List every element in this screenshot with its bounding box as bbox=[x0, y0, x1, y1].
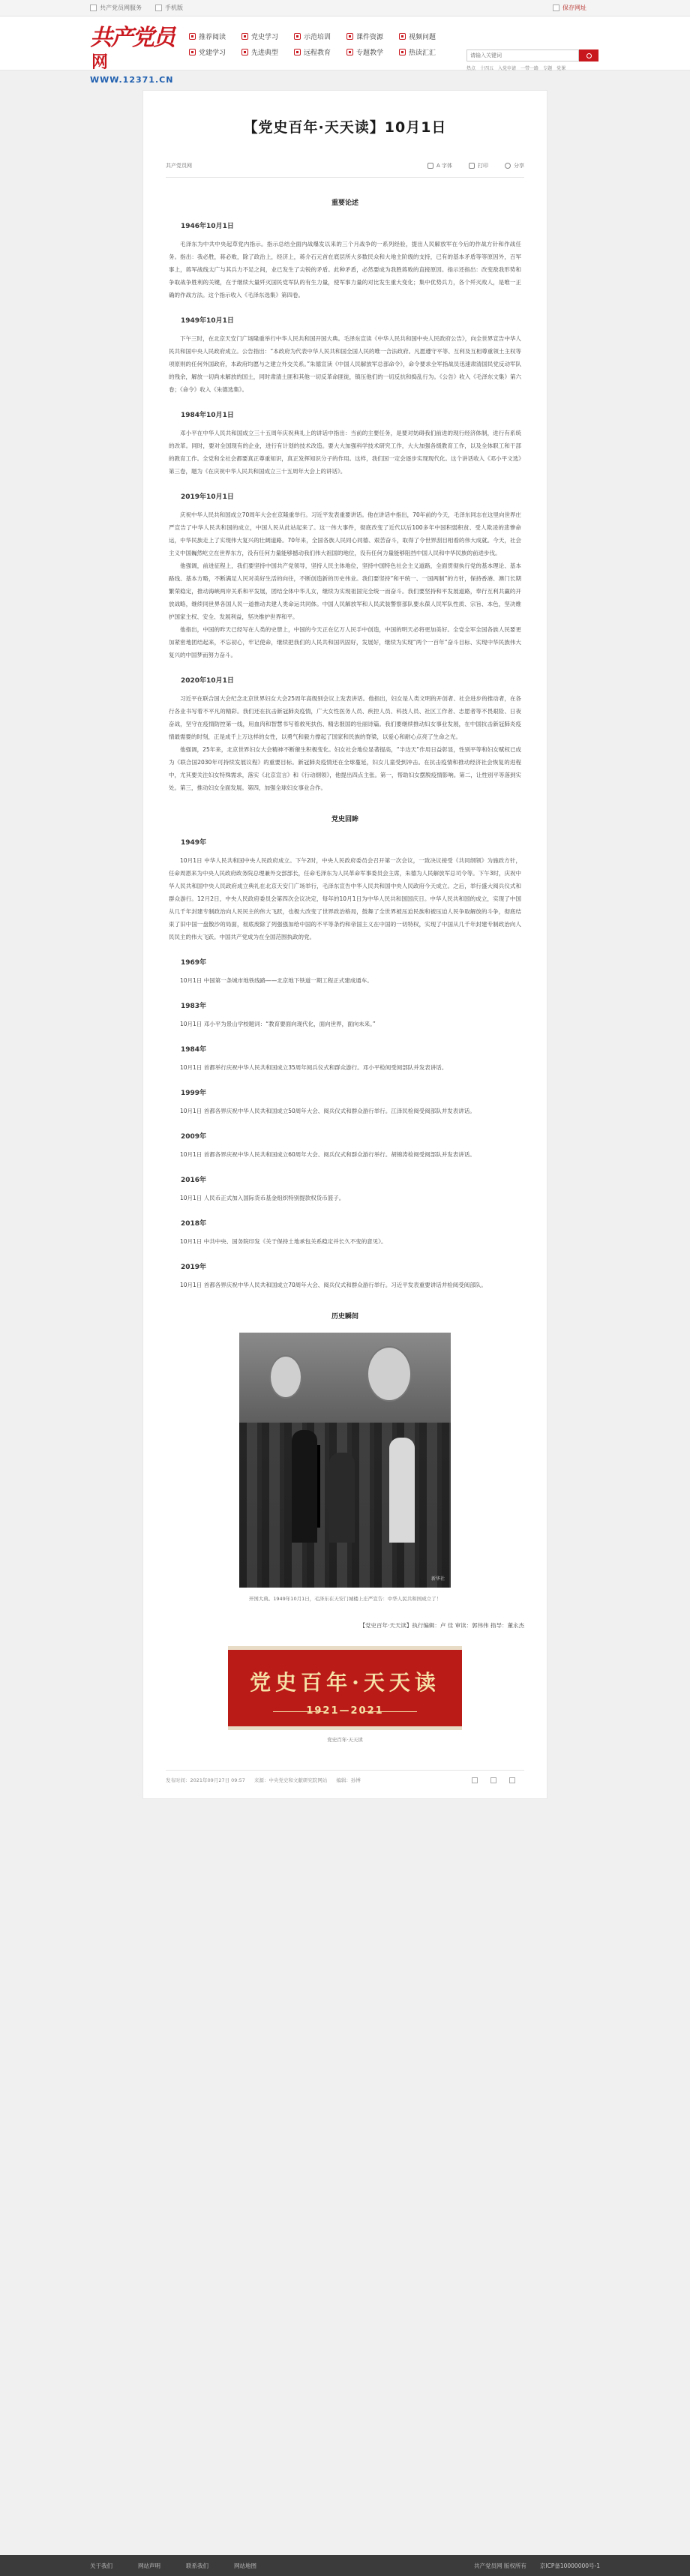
hot-word[interactable]: 入党申请 bbox=[498, 66, 517, 71]
bookmark-label: 保存网址 bbox=[562, 4, 586, 11]
section-heading: 历史瞬间 bbox=[331, 1313, 358, 1321]
font-size-button[interactable] bbox=[428, 162, 452, 169]
date-heading: 1984年10月1日 bbox=[181, 412, 234, 419]
nav-item[interactable] bbox=[346, 47, 399, 57]
nav-label: 党史学习 bbox=[251, 34, 279, 41]
nav-icon bbox=[399, 33, 406, 40]
paragraph: 毛泽东为中共中央起草党内指示。指示总结全面内战爆发以来的三个月战争的一系列经验，提出人民解放军在今后的作战方针和作战任务。指出：我必胜，蒋必败，除了政治上，经济上，蒋介石元首在底层所大多数民众和大地主阶级的支持，已有的基本矛盾等等原因外，百军事上，蒋军战线太广与其兵力不足之间，业已发生了尖锐的矛盾。此种矛盾，必然要成为我胜蒋败的直接原因。指示还指出：改变敌我形势和争取战争胜利的关键，在于继续大量歼灭国民党军队的有生力量，使军事力量的对比发生重大变化；集中优势兵力，各个歼灭敌人，是唯一正确的作战方法。这个指示收入《毛泽东选集》第四卷。 bbox=[169, 241, 521, 298]
hot-word[interactable]: 党课 bbox=[556, 66, 566, 71]
photo-figure bbox=[292, 1430, 317, 1543]
article-footer-meta bbox=[166, 1770, 524, 1783]
banner-caption: 党史百年·天天读 bbox=[327, 1737, 363, 1743]
footer-link[interactable]: 网站声明 bbox=[138, 2562, 160, 2569]
site-header bbox=[0, 16, 690, 85]
logo-text: 共产党员 bbox=[90, 25, 174, 51]
paragraph: 10月1日 中华人民共和国中央人民政府成立。下午2时，中央人民政府委员会召开第一次会议，一致决议接受《共同纲领》为施政方针，任命周恩来为中央人民政府政务院总理兼外交部部长，任命毛泽东为人民革命军事委员会主席，朱德为人民解放军总司令等。下午3时，庆祝中华人民共和国中央人民政府成立典礼在北京天安门广场举行，毛泽东宣告中华人民共和国中央人民政府今天成立。之后，举行盛大阅兵仪式和群众游行。12月2日，中央人民政府委员会第四次会议决定，每年的10月1日为中华人民共和国国庆日。中华人民共和国的成立，实现了中国从几千年封建专制政治向人民民主的伟大飞跃，也极大改变了世界政治格局，鼓舞了全世界被压迫民族和被压迫人民争取解放的斗争，彻底结束了旧中国一盘散沙的局面，彻底废除了列强强加给中国的不平等条约和帝国主义在中国的一切特权，实现了中国从几千年封建专制政治向人民民主的伟大飞跃。中国共产党成为在全国范围执政的党。 bbox=[169, 857, 521, 940]
nav-item[interactable] bbox=[189, 31, 242, 41]
photo-microphone bbox=[317, 1445, 320, 1528]
print-icon bbox=[469, 163, 475, 169]
photo-lantern bbox=[367, 1346, 412, 1402]
nav-icon bbox=[189, 49, 196, 55]
photo-watermark: 新华社 bbox=[430, 1576, 445, 1582]
important-discourse bbox=[166, 220, 524, 794]
nav-item[interactable] bbox=[242, 31, 294, 41]
date-heading: 1983年 bbox=[181, 1003, 207, 1010]
nav-icon bbox=[242, 33, 248, 40]
footer-icp: 京ICP备10000000号-1 bbox=[539, 2562, 600, 2569]
search-box bbox=[466, 49, 598, 61]
paragraph: 10月1日 邓小平为景山学校题词：“教育要面向现代化，面向世界，面向未来。” bbox=[180, 1021, 376, 1027]
nav-label: 远程教育 bbox=[304, 49, 332, 57]
nav-icon bbox=[399, 49, 406, 55]
nav-item[interactable] bbox=[399, 31, 452, 41]
hot-word[interactable]: 一带一路 bbox=[520, 66, 539, 71]
photo-figure bbox=[329, 1453, 355, 1543]
share-icon bbox=[505, 163, 511, 169]
nav-icon bbox=[189, 33, 196, 40]
date-heading: 1984年 bbox=[181, 1046, 207, 1054]
nav-label: 专题教学 bbox=[356, 49, 384, 57]
print-label: 打印 bbox=[478, 163, 488, 169]
series-banner bbox=[228, 1646, 462, 1730]
nav-item[interactable] bbox=[294, 47, 346, 57]
main-nav bbox=[189, 31, 452, 57]
paragraph: 10月1日 人民币正式加入国际货币基金组织特别提款权货币篮子。 bbox=[180, 1195, 345, 1201]
mobile-link[interactable] bbox=[155, 4, 183, 12]
nav-label: 先进典型 bbox=[251, 49, 279, 57]
nav-icon bbox=[346, 49, 353, 55]
banner-years: 1921—2021 bbox=[306, 1705, 384, 1717]
nav-icon bbox=[346, 33, 353, 40]
font-label: A 字体 bbox=[436, 163, 452, 169]
date-heading: 2016年 bbox=[181, 1177, 207, 1184]
publish-time: 发布时间：2021年09月27日 09:57 bbox=[166, 1777, 245, 1783]
font-icon bbox=[428, 163, 434, 169]
article-source: 共产党员网 bbox=[166, 163, 192, 169]
historical-photo bbox=[239, 1333, 451, 1588]
article-card bbox=[142, 90, 548, 1799]
paragraph: 下午三时，在北京天安门广场隆重举行中华人民共和国开国大典。毛泽东宣读《中华人民共和国中央人民政府公告》，向全世界宣告中华人民共和国中央人民政府成立。公告指出：“本政府为代表中华人民共和国全国人民的唯一合法政府。凡愿遵守平等、互利及互相尊重领土主权等项原则的任何外国政府，本政府均愿与之建立外交关系。”朱德宣读《中国人民解放军总部命令》，命令要求全军指战员迅速肃清国民党反动军队的残余，解放一切尚未解放的国土，同时肃清土匪和其他一切反革命匪徒，镇压他们的一切反抗和捣乱行为。《公告》收入《毛泽东文集》第六卷；《命令》收入《朱德选集》。 bbox=[169, 335, 521, 393]
hot-words bbox=[466, 64, 570, 71]
footer-link[interactable]: 网站地图 bbox=[234, 2562, 256, 2569]
article-editor: 编辑：孙博 bbox=[336, 1777, 361, 1783]
hot-word[interactable]: 热点 bbox=[466, 66, 476, 71]
search-icon bbox=[586, 53, 592, 58]
paragraph: 庆祝中华人民共和国成立70周年大会在京隆重举行。习近平发表重要讲话。他在讲话中指出，70年前的今天，毛泽东同志在这里向世界庄严宣告了中华人民共和国的成立，中国人民从此站起来了。这一伟大事件，彻底改变了近代以后100多年中国积弱积贫、受人欺凌的悲惨命运，中华民族走上了实现伟大复兴的壮阔道路。70年来，全国各族人民同心同德、艰苦奋斗，取得了令世界刮目相看的伟大成就。今天，社会主义中国巍然屹立在世界东方，没有任何力量能够撼动我们伟大祖国的地位，没有任何力量能够阻挡中国人民和中华民族的前进步伐。 bbox=[169, 511, 521, 556]
nav-icon bbox=[294, 49, 301, 55]
service-label: 共产党员网服务 bbox=[100, 4, 142, 11]
date-heading: 2020年10月1日 bbox=[181, 677, 234, 685]
hot-word[interactable]: 十四五 bbox=[480, 66, 494, 71]
nav-item[interactable] bbox=[346, 31, 399, 41]
nav-label: 课件资源 bbox=[356, 34, 384, 41]
footer-link[interactable]: 联系我们 bbox=[186, 2562, 208, 2569]
date-heading: 2018年 bbox=[181, 1220, 207, 1228]
search-button[interactable] bbox=[579, 49, 598, 61]
paragraph: 邓小平在中华人民共和国成立三十五周年庆祝典礼上的讲话中指出：当前的主要任务，是要对妨碍我们前进的现行经济体制，进行有系统的改革。同时，要对全国现有的企业，进行有计划的技术改造。要大大加强科学技术研究工作，大大加强各级教育工作，以及全体职工和干部的教育工作。全党和全社会都要真正尊重知识，真正发挥知识分子的作用。这样，我们国一定会逐步实现现代化。这个讲话收入《邓小平文选》第三卷，题为《在庆祝中华人民共和国成立三十五周年大会上的讲话》。 bbox=[169, 430, 521, 475]
logo-url: WWW.12371.CN bbox=[90, 75, 174, 85]
site-logo[interactable] bbox=[90, 25, 174, 85]
paragraph: 他指出，中国的昨天已经写在人类的史册上，中国的今天正在亿万人民手中创造，中国的明天必将更加美好。全党全军全国各族人民要更加紧密地团结起来，不忘初心，牢记使命，继续把我们的人民共和国巩固好，发展好，继续为实现“两个一百年”奋斗目标、实现中华民族伟大复兴的中国梦而努力奋斗。 bbox=[169, 626, 521, 658]
logo-wang: 网 bbox=[92, 52, 107, 72]
nav-label: 视频问题 bbox=[409, 34, 436, 41]
nav-icon bbox=[294, 33, 301, 40]
grid-icon bbox=[90, 4, 97, 11]
top-utility-bar bbox=[0, 0, 690, 16]
photo-lantern bbox=[269, 1355, 302, 1399]
paragraph: 10月1日 中共中央、国务院印发《关于保持土地承包关系稳定并长久不变的意见》。 bbox=[180, 1238, 387, 1245]
phone-icon bbox=[155, 4, 162, 11]
article-title: 【党史百年·天天读】10月1日 bbox=[243, 119, 447, 136]
share-button[interactable] bbox=[505, 162, 524, 169]
nav-item[interactable] bbox=[294, 31, 346, 41]
footer-copyright: 共产党员网 版权所有 bbox=[473, 2562, 526, 2569]
date-heading: 1999年 bbox=[181, 1090, 207, 1097]
article-origin: 来源：中央党史和文献研究院网站 bbox=[254, 1777, 328, 1783]
section-heading: 重要论述 bbox=[331, 199, 358, 207]
nav-icon bbox=[242, 49, 248, 55]
bookmark-link[interactable] bbox=[553, 4, 586, 12]
editor-credits: 【党史百年·天天读】执行编辑：卢 佳 审读：郭伟伟 指导：董永杰 bbox=[359, 1622, 524, 1629]
photo-caption: 开国大典。1949年10月1日，毛泽东在天安门城楼上庄严宣告：中华人民共和国成立了！ bbox=[248, 1596, 442, 1602]
share-label: 分享 bbox=[514, 163, 524, 169]
date-heading: 1949年 bbox=[181, 839, 207, 847]
date-heading: 2019年 bbox=[181, 1264, 207, 1271]
hot-word[interactable]: 专题 bbox=[543, 66, 553, 71]
nav-item[interactable] bbox=[189, 47, 242, 57]
print-button[interactable] bbox=[469, 162, 488, 169]
site-footer bbox=[0, 2555, 690, 2576]
date-heading: 2009年 bbox=[181, 1133, 207, 1141]
share-qq-icon[interactable] bbox=[509, 1777, 515, 1783]
paragraph: 他强调，25年来，北京世界妇女大会精神不断催生积极变化。妇女社会地位显著提高，“半边天”作用日益彰显，性别平等和妇女赋权已成为《联合国2030年可持续发展议程》的重要目标。新冠肺炎疫情还在全球蔓延，妇女儿童受到冲击。在抗击疫情和推动经济社会恢复的进程中，尤其要关注妇女特殊需求，落实《北京宣言》和《行动纲领》，他提出四点主张。第一，帮助妇女摆脱疫情影响。第二，让性别平等落到实处。第三，推动妇女全面发展。第四，加强全球妇女事业合作。 bbox=[169, 746, 521, 791]
date-heading: 1969年 bbox=[181, 959, 207, 967]
date-heading: 1949年10月1日 bbox=[181, 317, 234, 325]
share-weibo-icon[interactable] bbox=[472, 1777, 478, 1783]
nav-label: 党建学习 bbox=[199, 49, 226, 57]
paragraph: 习近平在联合国大会纪念北京世界妇女大会25周年高级别会议上发表讲话。他指出，妇女是人类文明的开创者、社会进步的推动者，在各行各业书写着不平凡的精彩。我们还在抗击新冠肺炎疫情，广大女性医务人员、疾控人员、科技人员、社区工作者、志愿者等不畏艰险、日夜奋战，坚守在疫情防控第一线，用血肉和智慧书写着救死扶伤、精忠报国的壮丽诗篇。我们要继续推动妇女事业发展，在中国抗击新冠肺炎疫情最需要的时刻，正是成千上万这样的女性，以勇气和毅力撑起了国家和民族的脊梁，以爱心和耐心点亮了生命之光。 bbox=[169, 695, 521, 740]
nav-label: 热读汇汇 bbox=[409, 49, 436, 57]
share-wechat-icon[interactable] bbox=[490, 1777, 496, 1783]
nav-label: 示范培训 bbox=[304, 34, 332, 41]
search-input[interactable] bbox=[466, 49, 579, 61]
date-heading: 1946年10月1日 bbox=[181, 223, 234, 230]
nav-item[interactable] bbox=[399, 47, 452, 57]
service-link[interactable] bbox=[90, 4, 142, 12]
paragraph: 10月1日 首都各界庆祝中华人民共和国成立70周年大会、阅兵仪式和群众游行举行。习近平发表重要讲话并检阅受阅部队。 bbox=[180, 1282, 487, 1288]
nav-item[interactable] bbox=[242, 47, 294, 57]
star-icon bbox=[553, 4, 560, 11]
photo-figure bbox=[389, 1438, 415, 1543]
history-review bbox=[166, 837, 524, 1291]
date-heading: 2019年10月1日 bbox=[181, 493, 234, 501]
paragraph: 10月1日 首都举行庆祝中华人民共和国成立35周年阅兵仪式和群众游行。邓小平检阅受阅部队并发表讲话。 bbox=[180, 1064, 448, 1071]
paragraph: 他强调，前进征程上，我们要坚持中国共产党领导，坚持人民主体地位，坚持中国特色社会主义道路，全面贯彻执行党的基本理论、基本路线、基本方略，不断满足人民对美好生活的向往，不断创造新的历史伟业。我们要坚持“和平统一、一国两制”的方针，保持香港、澳门长期繁荣稳定，推动海峡两岸关系和平发展，团结全体中华儿女，继续为实现祖国完全统一而奋斗。我们要坚持和平发展道路，奉行互利共赢的开放战略，继续同世界各国人民一道推动共建人类命运共同体。中国人民解放军和人民武装警察部队要永葆人民军队性质、宗旨、本色，坚决维护国家主权、安全、发展利益，坚决维护世界和平。 bbox=[169, 562, 521, 620]
paragraph: 10月1日 首都各界庆祝中华人民共和国成立50周年大会、阅兵仪式和群众游行举行。江泽民检阅受阅部队并发表讲话。 bbox=[180, 1108, 476, 1114]
footer-link[interactable]: 关于我们 bbox=[90, 2562, 112, 2569]
paragraph: 10月1日 首都各界庆祝中华人民共和国成立60周年大会、阅兵仪式和群众游行举行。胡锦涛检阅受阅部队并发表讲话。 bbox=[180, 1151, 476, 1158]
banner-title: 党史百年·天天读 bbox=[250, 1670, 440, 1695]
section-heading: 党史回眸 bbox=[331, 816, 358, 823]
nav-label: 推荐阅读 bbox=[199, 34, 226, 41]
article-meta bbox=[166, 162, 524, 178]
mobile-label: 手机版 bbox=[165, 4, 183, 11]
paragraph: 10月1日 中国第一条城市地铁线路——北京地下铁道一期工程正式建成通车。 bbox=[180, 977, 373, 984]
